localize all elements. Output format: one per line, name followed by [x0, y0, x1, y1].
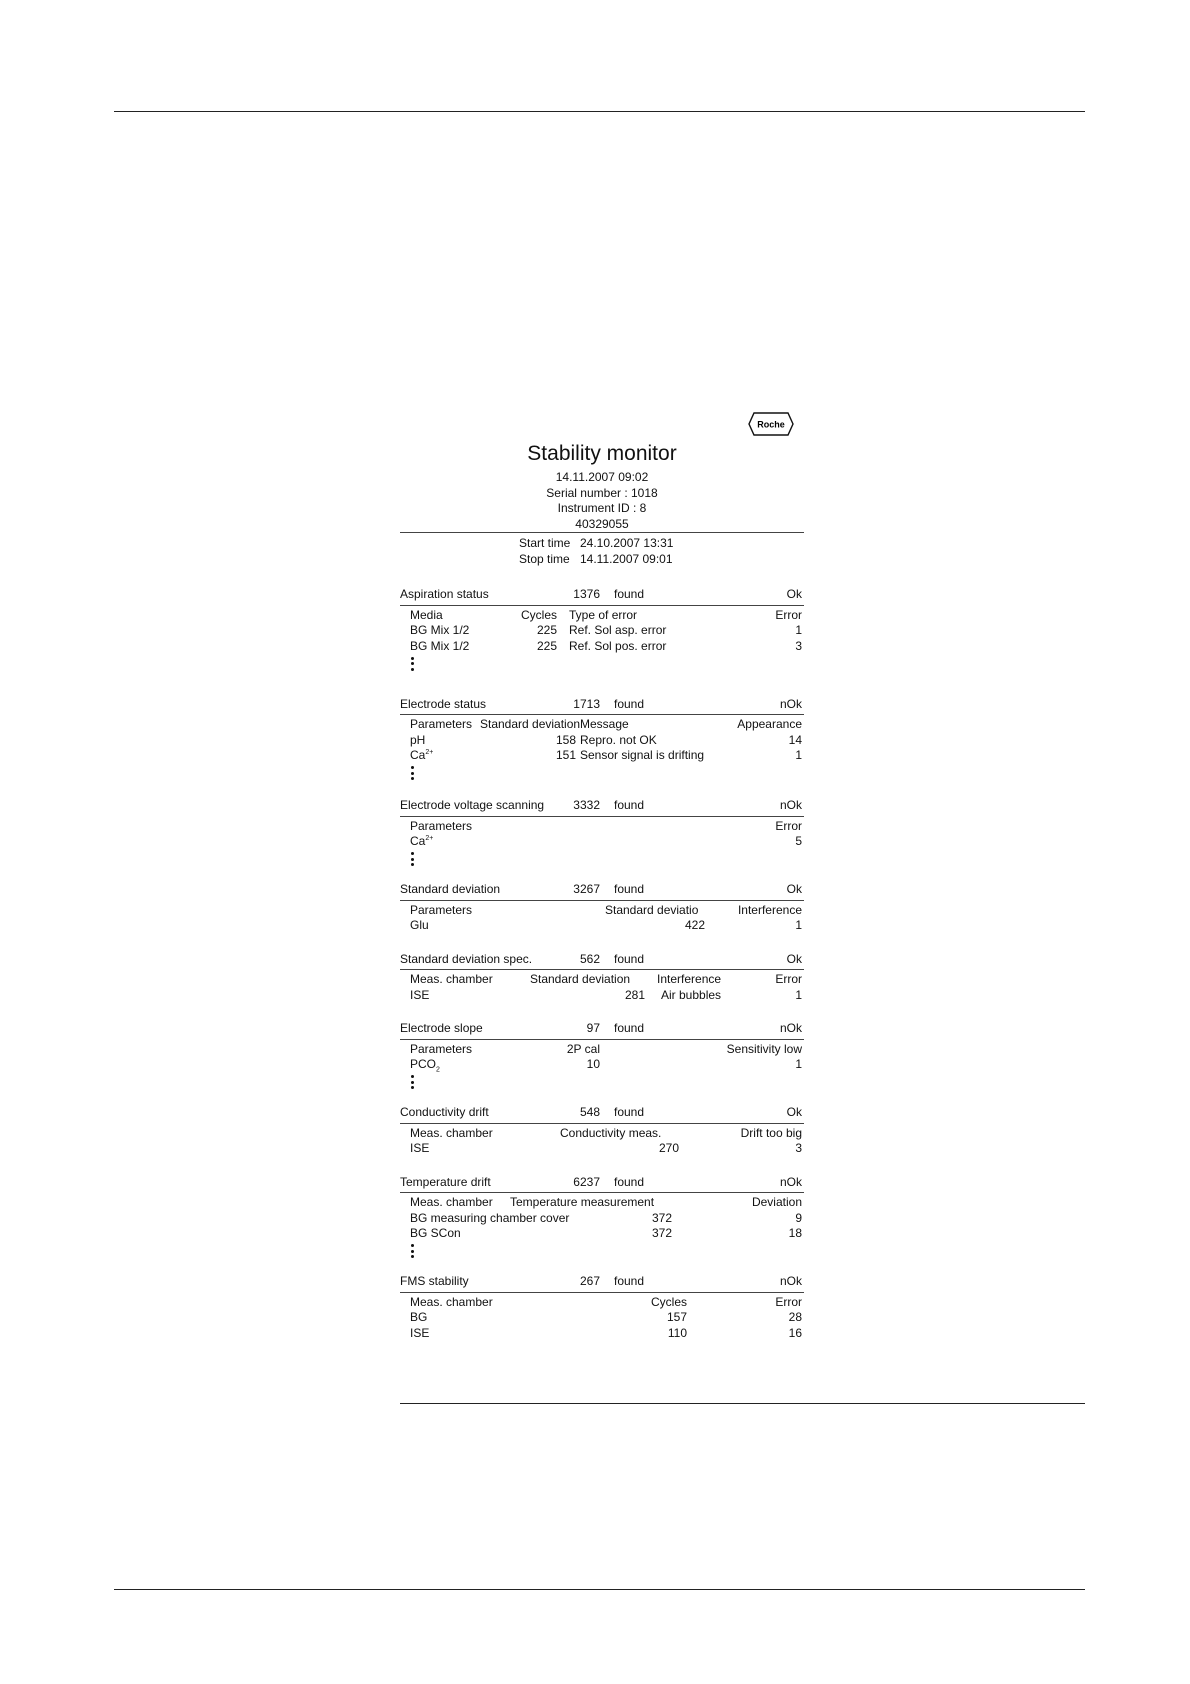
section-header [400, 1021, 804, 1039]
cell: BG SCon [410, 1226, 461, 1240]
fms-stability-section [400, 1274, 804, 1341]
col-header: Error [775, 607, 802, 622]
table-row [410, 918, 802, 934]
cell: 225 [536, 638, 557, 653]
cell: 18 [788, 1226, 802, 1240]
cell: pH [410, 732, 426, 747]
table-header [410, 1295, 802, 1311]
cell: Ref. Sol pos. error [569, 638, 667, 653]
section-status: nOk [779, 798, 802, 812]
table-row [410, 1057, 802, 1073]
col-header: Parameters [410, 902, 473, 917]
section-count: 6237 [573, 1174, 600, 1189]
section-status: Ok [786, 587, 802, 601]
cell-group [410, 1226, 678, 1242]
section-header [400, 1274, 804, 1292]
col-header: Appearance [737, 717, 802, 731]
continuation-dots [410, 1244, 416, 1258]
section-found: found [614, 798, 645, 812]
cell [410, 748, 480, 764]
col-header: Message [580, 717, 629, 731]
continuation-dots [410, 1075, 416, 1089]
col-header: Standard deviation [530, 972, 631, 986]
section-count: 3267 [573, 882, 600, 896]
cell: ISE [410, 1325, 430, 1340]
section-header [400, 1105, 804, 1123]
cell: 1 [795, 987, 802, 1002]
instrument-code: 40329055 [575, 516, 629, 531]
section-name: Conductivity drift [400, 1105, 489, 1119]
col-header: Parameters [410, 1041, 473, 1056]
section-name: Aspiration status [400, 587, 489, 601]
col-header: Meas. chamber [410, 1125, 493, 1140]
stability-monitor-printout [400, 440, 804, 1341]
cell: 10 [586, 1057, 600, 1071]
voltage-scanning-section [400, 798, 804, 866]
table-row [410, 1211, 802, 1227]
figure-bottom-rule [400, 1403, 1085, 1404]
cell: 270 [658, 1141, 679, 1155]
cell-text: PCO [410, 1057, 437, 1071]
instrument-id: Instrument ID : 8 [557, 501, 647, 515]
col-header: Error [775, 1294, 802, 1309]
cell: BG Mix 1/2 [410, 638, 470, 653]
cell-text: Ca [410, 834, 426, 848]
section-header [400, 1175, 804, 1193]
section-count: 3332 [573, 798, 600, 812]
start-time-label: Start time [519, 536, 571, 550]
cell: 110 [667, 1325, 687, 1340]
cell: 157 [666, 1310, 687, 1324]
table-header [410, 717, 802, 733]
header-divider [400, 532, 804, 533]
section-found: found [614, 882, 645, 896]
cell: 3 [795, 638, 802, 653]
stop-time-label: Stop time [519, 551, 570, 566]
footer-rule [114, 1589, 1085, 1590]
table-row [410, 1326, 802, 1342]
continuation-dots [410, 852, 416, 866]
section-header [400, 587, 804, 605]
section-found: found [614, 1021, 645, 1035]
section-count: 562 [579, 951, 600, 966]
section-found: found [614, 1174, 645, 1189]
cell-group [410, 1211, 678, 1227]
cell: 14 [788, 732, 802, 747]
printout-header [400, 440, 804, 532]
col-header: Drift too big [740, 1125, 802, 1140]
col-header: Standard deviation [480, 717, 581, 731]
section-status: Ok [786, 882, 802, 896]
section-name: Electrode slope [400, 1021, 483, 1035]
print-datetime: 14.11.2007 09:02 [555, 470, 649, 484]
table-row [410, 733, 802, 749]
section-name: Temperature drift [400, 1174, 491, 1189]
cell: Repro. not OK [580, 732, 657, 747]
col-header: Meas. chamber [410, 1294, 493, 1309]
section-count: 97 [586, 1021, 600, 1035]
table-header [410, 972, 802, 988]
section-status: nOk [779, 1174, 802, 1189]
section-name: Electrode status [400, 696, 487, 711]
logo-text: Roche [757, 419, 785, 430]
table-row [410, 748, 802, 764]
section-name: Standard deviation spec. [400, 951, 533, 966]
col-header: Interference [737, 902, 802, 917]
section-header [400, 952, 804, 970]
section-found: found [614, 1105, 645, 1119]
section-status: Ok [786, 1105, 802, 1119]
time-range [519, 536, 804, 567]
roche-logo [748, 412, 794, 436]
serial-number: Serial number : 1018 [546, 485, 658, 500]
cell: 281 [624, 987, 645, 1002]
table-row [410, 1226, 802, 1242]
table-header [410, 608, 802, 624]
section-header [400, 882, 804, 900]
cell: 372 [651, 1226, 672, 1240]
section-count: 267 [579, 1274, 600, 1288]
continuation-dots [410, 766, 416, 780]
table-row [410, 1141, 802, 1157]
cell: BG Mix 1/2 [410, 623, 470, 637]
continuation-dots [410, 657, 416, 671]
col-header: Type of error [569, 607, 638, 622]
cell: 9 [795, 1210, 802, 1225]
conductivity-drift-section [400, 1105, 804, 1157]
section-found: found [614, 951, 645, 966]
col-header: Meas. chamber [410, 972, 493, 986]
section-count: 1713 [573, 696, 600, 711]
aspiration-status-section [400, 587, 804, 671]
col-header: Error [775, 972, 802, 986]
col-header: 2P cal [566, 1041, 600, 1056]
cell: 422 [684, 918, 705, 932]
cell: 28 [788, 1310, 802, 1324]
table-header [410, 1195, 802, 1211]
col-header: Sensitivity low [726, 1041, 802, 1056]
section-status: nOk [779, 696, 802, 711]
cell: 1 [795, 748, 802, 762]
col-header: Media [410, 607, 443, 622]
col-header: Cycles [520, 607, 557, 622]
section-found: found [614, 696, 645, 711]
col-header: Parameters [410, 717, 473, 731]
section-header [400, 798, 804, 816]
temperature-drift-section [400, 1175, 804, 1259]
cell: 1 [795, 918, 802, 932]
printout-title: Stability monitor [527, 442, 677, 465]
table-header [410, 1126, 802, 1142]
col-header: Parameters [410, 818, 473, 833]
electrode-slope-section [400, 1021, 804, 1089]
table-row [410, 1310, 802, 1326]
cell: Sensor signal is drifting [580, 748, 705, 762]
section-name: Electrode voltage scanning [400, 798, 545, 812]
section-name: Standard deviation [400, 882, 501, 896]
cell: Glu [410, 918, 429, 932]
col-header: Interference [657, 972, 722, 986]
cell-text: Ca [410, 748, 426, 762]
cell: 5 [795, 834, 802, 848]
section-found: found [614, 587, 645, 601]
section-count: 548 [579, 1105, 600, 1119]
section-name: FMS stability [400, 1274, 469, 1288]
table-row [410, 988, 802, 1004]
col-header: Error [775, 818, 802, 833]
standard-deviation-section [400, 882, 804, 934]
cell: BG measuring chamber cover [410, 1210, 570, 1225]
start-time-value: 24.10.2007 13:31 [580, 536, 674, 550]
stop-time-value: 14.11.2007 09:01 [580, 551, 673, 566]
electrode-status-section [400, 697, 804, 781]
section-status: Ok [786, 951, 802, 966]
cell [410, 834, 722, 850]
top-rule [114, 111, 1085, 112]
col-header: Cycles [650, 1294, 687, 1309]
cell: BG [410, 1310, 428, 1324]
cell: ISE [410, 1141, 430, 1155]
table-row [410, 834, 802, 850]
cell: Ref. Sol asp. error [569, 623, 667, 637]
table-header [410, 1042, 802, 1058]
cell: 16 [788, 1325, 802, 1340]
section-header [400, 697, 804, 715]
cell: 158 [555, 732, 576, 747]
col-header: Deviation [751, 1195, 802, 1209]
cell: 3 [795, 1141, 802, 1155]
cell: Air bubbles [661, 987, 722, 1002]
table-row [410, 639, 802, 655]
standard-deviation-spec-section [400, 952, 804, 1004]
cell: 372 [651, 1210, 672, 1225]
cell: 1 [795, 623, 802, 637]
col-header: Meas. chamber [410, 1195, 493, 1209]
cell: ISE [410, 987, 430, 1002]
subscript: 2 [436, 1066, 440, 1074]
cell: 1 [795, 1057, 802, 1071]
col-header: Conductivity meas. [560, 1125, 662, 1140]
section-count: 1376 [573, 587, 600, 601]
table-header [410, 903, 802, 919]
charge-superscript: 2+ [425, 749, 434, 756]
cell: 151 [555, 748, 576, 762]
section-found: found [614, 1274, 645, 1288]
table-header [410, 819, 802, 835]
col-header: Temperature measurement [510, 1195, 655, 1209]
cell: 225 [536, 623, 557, 637]
section-status: nOk [779, 1021, 802, 1035]
col-header: Standard deviatio [605, 902, 699, 917]
section-status: nOk [779, 1274, 802, 1288]
charge-superscript: 2+ [425, 835, 434, 842]
cell [410, 1057, 540, 1073]
table-row [410, 623, 802, 639]
